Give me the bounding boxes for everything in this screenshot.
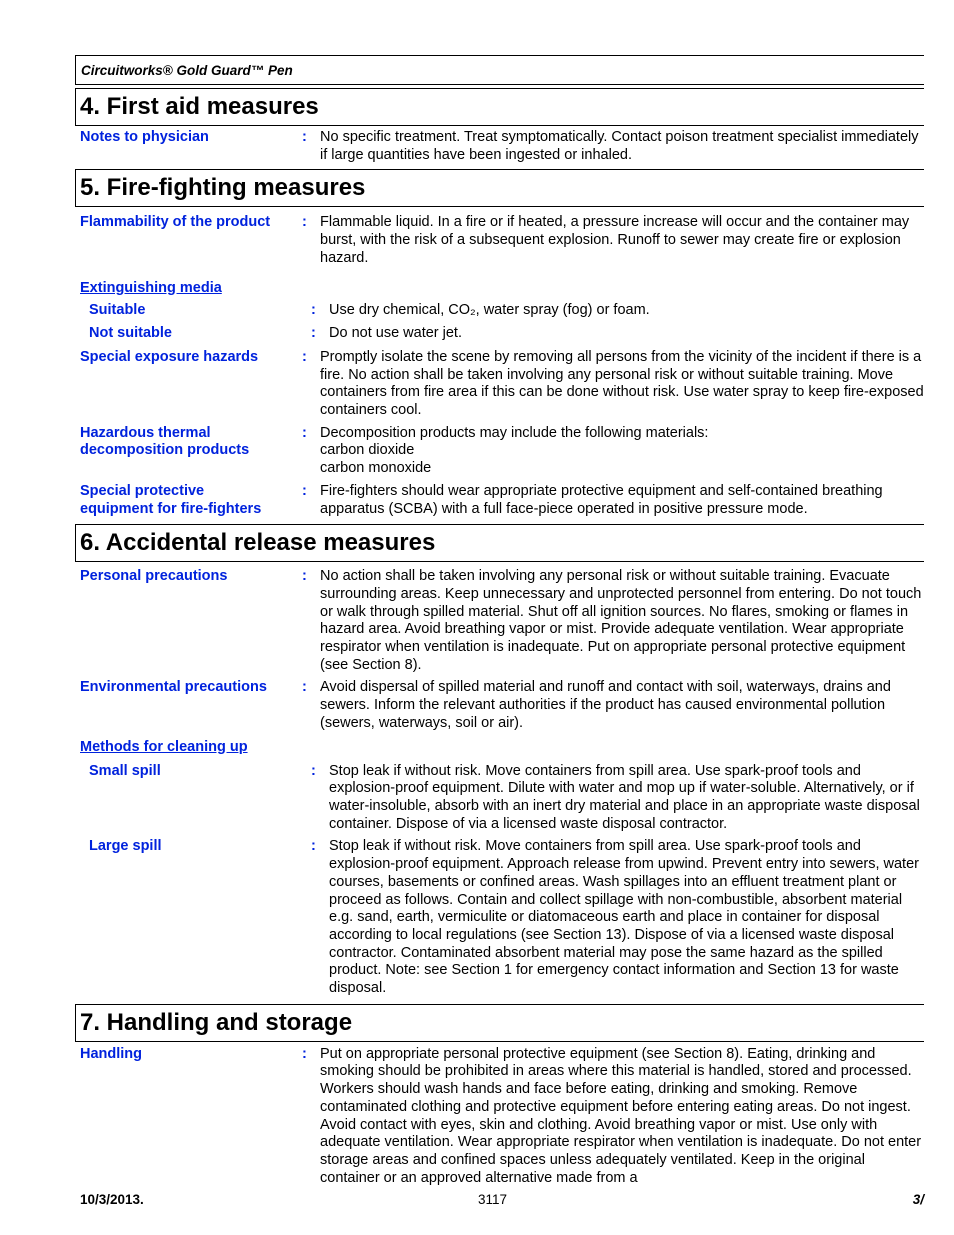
colon: :	[311, 325, 316, 342]
flammability-row	[75, 214, 924, 267]
not-suitable-text: Do not use water jet.	[329, 325, 462, 342]
handling-label: Handling	[80, 1045, 143, 1062]
footer-date: 10/3/2013.	[80, 1192, 144, 1207]
footer-doc-number: 3117	[478, 1192, 508, 1207]
colon: :	[302, 424, 307, 441]
special-exposure-row	[75, 349, 924, 420]
personal-precautions-row	[75, 568, 924, 674]
environmental-precautions-label: Environmental precautions	[80, 679, 267, 696]
large-spill-row	[75, 838, 924, 997]
section-5-title: 5. Fire-fighting measures	[75, 169, 924, 207]
protective-equipment-row	[75, 483, 924, 518]
flammability-text: Flammable liquid. In a fire or if heated, a pressure increase will occur and the container may burst, with the risk of a subsequent explosion. Runoff to sewer may create fire or explosion hazard.	[320, 214, 910, 266]
suitable-label: Suitable	[89, 301, 146, 318]
notes-text: No specific treatment. Treat symptomatically. Contact poison treatment specialist immediately if large quantities have been ingested or inhaled.	[320, 129, 919, 163]
hazardous-decomposition-row	[75, 425, 924, 478]
colon: :	[302, 679, 307, 696]
handling-row	[75, 1046, 924, 1188]
sds-page	[75, 55, 924, 1187]
flammability-label: Flammability of the product	[80, 214, 271, 231]
large-spill-label: Large spill	[89, 838, 162, 855]
large-spill-text: Stop leak if without risk. Move containers from spill area. Use spark-proof tools and explosion-proof equipment. Approach release from upwind. Prevent entry into sewers, water courses, basements or confined areas. Wash spillages into an effluent treatment plant or proceed as follows. Contain and collect spillage with non-combustible, absorbent material e.g. sand, earth, vermiculite or diatomaceous earth and place in container for disposal according to local regulations (see Section 13). Dispose of via a licensed waste disposal contractor. Contaminated absorbent material may pose the same hazard as the spilled product. Note: see Section 1 for emergency contact information and Section 13 for waste disposal.	[329, 838, 919, 997]
colon: :	[302, 482, 307, 499]
protective-equipment-label: Special protective equipment for fire-fighters	[80, 482, 262, 517]
section-7-title: 7. Handling and storage	[75, 1004, 924, 1042]
notes-label: Notes to physician	[80, 129, 209, 145]
personal-precautions-text: No action shall be taken involving any personal risk or without suitable training. Evacuate surrounding areas. Keep unnecessary and unprotected personnel from entering. Do not touch or walk through spilled material. Shut off all ignition sources. No flares, smoking or flames in hazard area. Avoid breathing vapor or mist. Provide adequate ventilation. Wear appropriate respirator when ventilation is inadequate. Put on appropriate personal protective equipment (see Section 8).	[320, 568, 922, 673]
protective-equipment-text: Fire-fighters should wear appropriate protective equipment and self-contained breathing apparatus (SCBA) with a full face-piece operated in positive pressure mode.	[320, 482, 883, 517]
colon: :	[302, 129, 307, 145]
methods-cleaning-link[interactable]: Methods for cleaning up	[80, 738, 248, 755]
section-4-title: 4. First aid measures	[75, 88, 924, 126]
small-spill-row	[75, 763, 924, 834]
colon: :	[302, 1045, 307, 1062]
personal-precautions-label: Personal precautions	[80, 568, 228, 585]
footer-page-number: 3/	[912, 1192, 924, 1207]
special-exposure-label: Special exposure hazards	[80, 348, 259, 365]
hazardous-decomposition-label: Hazardous thermal decomposition products	[80, 424, 250, 459]
colon: :	[311, 838, 316, 855]
hazardous-decomposition-text: Decomposition products may include the following materials: carbon dioxide carbon monoxide	[320, 424, 709, 477]
special-exposure-text: Promptly isolate the scene by removing all persons from the vicinity of the incident if there is a fire. No action shall be taken involving any personal risk or without suitable training. Move containers from fire area if this can be done without risk. Use water spray to keep fire-exposed containers cool.	[320, 348, 924, 419]
environmental-precautions-text: Avoid dispersal of spilled material and runoff and contact with soil, waterways, drains and sewers. Inform the relevant authorities if the product has caused environmental pollution (sewers, waterways, soil or air).	[320, 679, 891, 731]
suitable-row	[75, 302, 924, 320]
colon: :	[311, 762, 316, 779]
colon: :	[302, 568, 307, 585]
colon: :	[302, 348, 307, 365]
notes-row	[75, 129, 924, 164]
not-suitable-row	[75, 325, 924, 343]
handling-text: Put on appropriate personal protective equipment (see Section 8). Eating, drinking and smoking should be prohibited in areas where this material is handled, stored and processed. Workers should wash hands and face before eating, drinking and smoking. Remove contaminated clothing and protective equipment before entering eating areas. Do not ingest. Avoid contact with eyes, skin and clothing. Avoid breathing vapor or mist. Use only with adequate ventilation. Wear appropriate respirator when ventilation is inadequate. Do not enter storage areas and confined spaces unless adequately ventilated. Keep in the original container or an approved alternative made from a	[320, 1045, 922, 1186]
colon: :	[302, 214, 307, 231]
small-spill-label: Small spill	[89, 762, 161, 779]
product-header: Circuitworks® Gold Guard™ Pen	[75, 55, 924, 85]
section-6-title: 6. Accidental release measures	[75, 524, 924, 562]
small-spill-text: Stop leak if without risk. Move containers from spill area. Use spark-proof tools and explosion-proof equipment. Dilute with water and mop up if water-soluble. Alternatively, or if water-insoluble, absorb with an inert dry material and place in an appropriate waste disposal container. Dispose of via a licensed waste disposal contractor.	[329, 762, 920, 832]
suitable-text: Use dry chemical, CO₂, water spray (fog) or foam.	[329, 301, 650, 318]
extinguishing-media-link[interactable]: Extinguishing media	[80, 279, 222, 296]
colon: :	[311, 301, 316, 318]
environmental-precautions-row	[75, 679, 924, 732]
not-suitable-label: Not suitable	[89, 325, 172, 342]
